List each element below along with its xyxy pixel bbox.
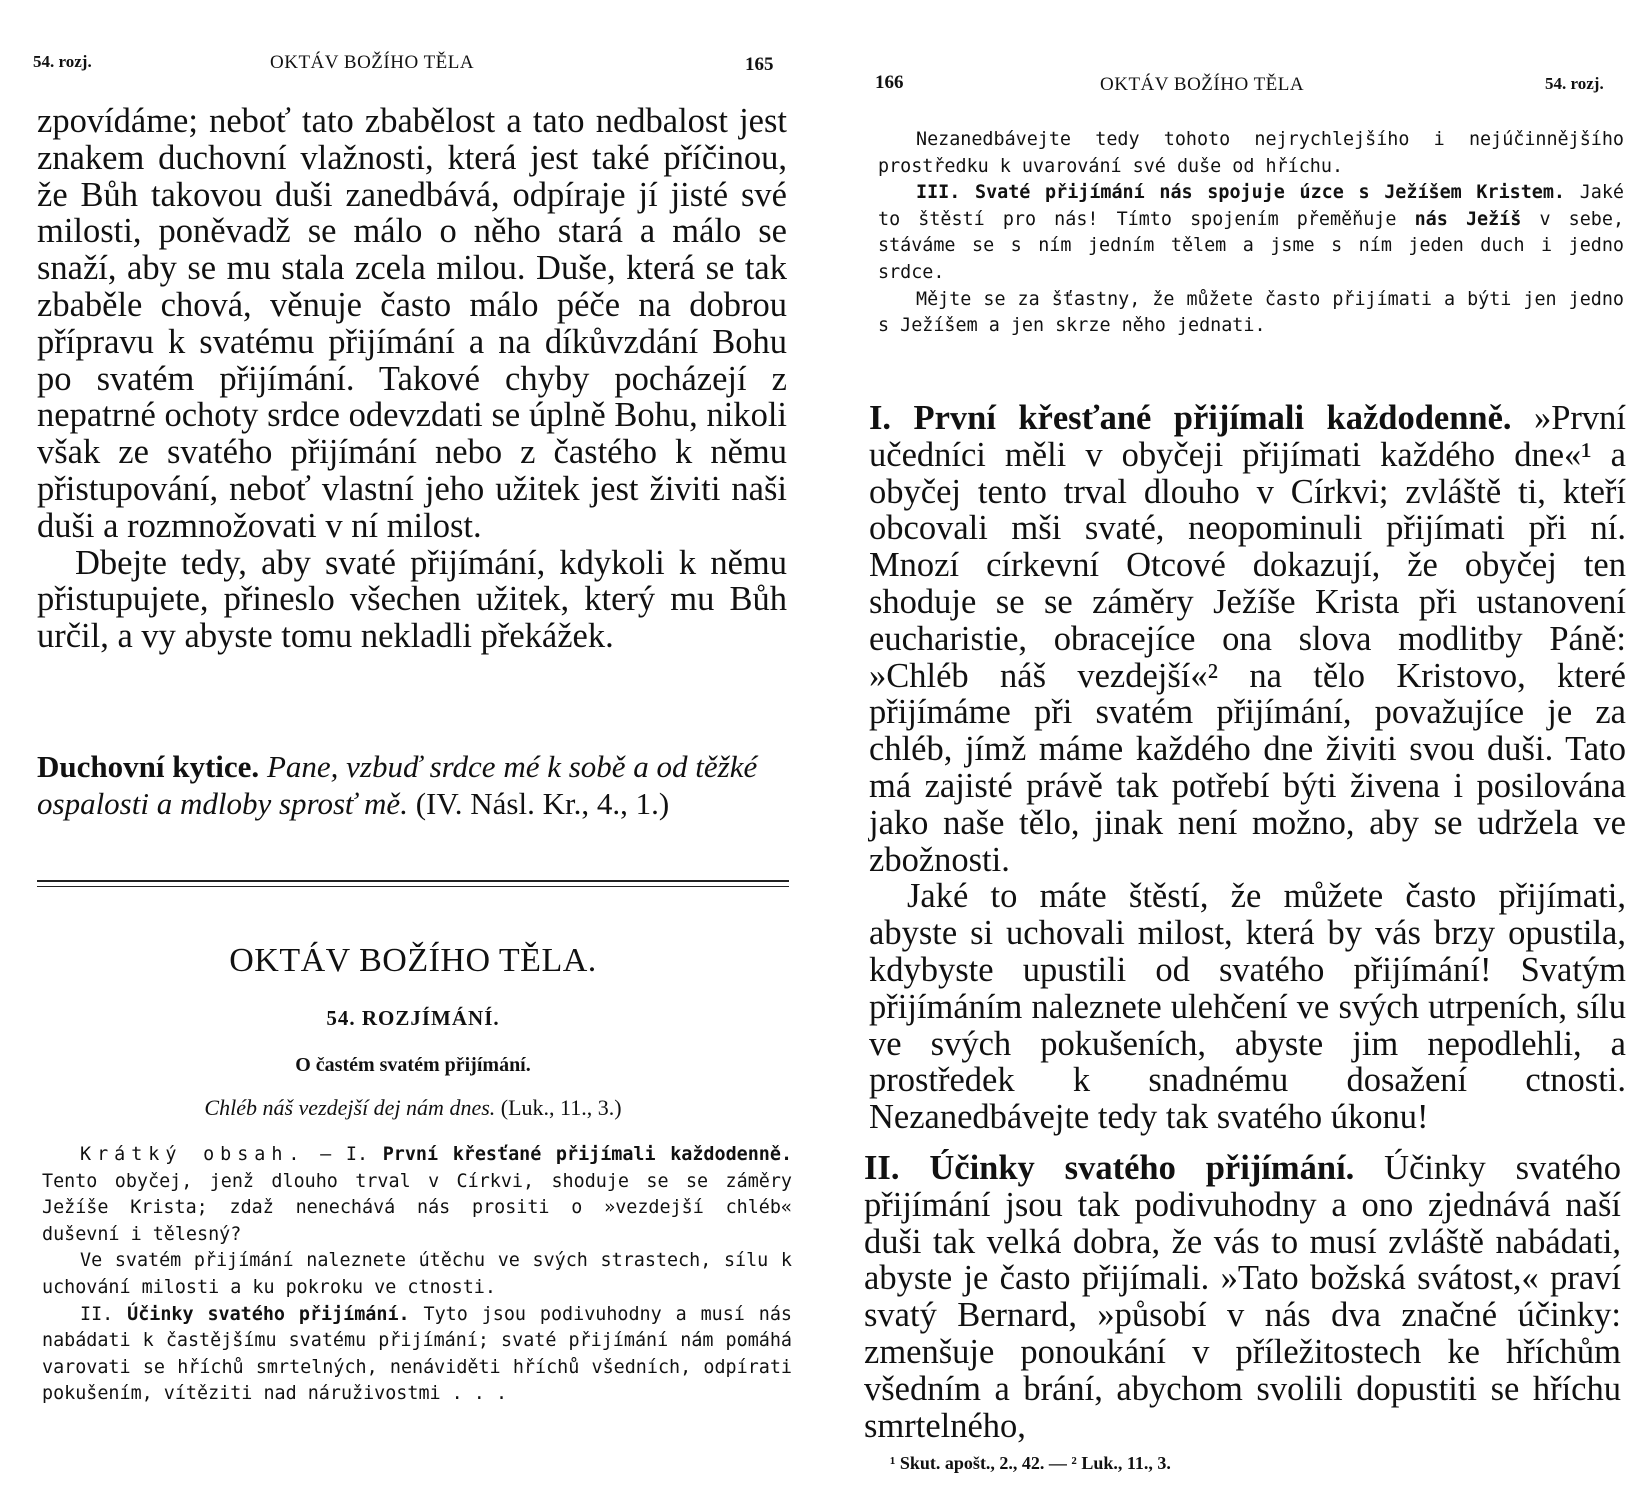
summary-paragraph [42,1302,792,1408]
paragraph [864,1150,1621,1444]
summary-paragraph [878,180,1624,286]
right-section-2 [864,1150,1621,1444]
divider-rule [37,880,789,882]
summary-text: Jaké to štěstí pro nás! Tímto spojením přeměňuje [878,182,1625,230]
summary-label: Krátký obsah. [80,1144,306,1165]
bouquet-label: Duchovní kytice. [37,749,260,784]
page-number: 166 [875,72,904,93]
summary-paragraph: Nezanedbávejte tedy tohoto nejrychlejšího i nejúčinnějšího prostředku k uvarování své duše od hříchu. [878,129,1624,177]
summary-dash: — I. [320,1144,369,1165]
summary-paragraph [42,1142,792,1248]
summary-text: v sebe, stáváme se s ním jedním tělem a jsme s ním jeden duch i jedno srdce. [878,208,1625,283]
paragraph [869,400,1626,878]
left-body-text [37,103,787,655]
right-summary-continuation [878,127,1624,340]
running-head-chapter: 54. rozj. [33,52,92,71]
summary [42,1142,792,1408]
summary-point-number: II. [80,1303,114,1325]
section-heading: II. Účinky svatého přijímání. [864,1149,1355,1187]
paragraph: zpovídáme; neboť tato zbabělost a tato nedbalost jest znakem duchovní vlažnosti, která jest také příčinou, že Bůh takovou duši zanedbává, odpíraje jí jisté své milosti, poněvadž se málo o něho stará a málo se snaží, aby se mu stala zcela milou. Duše, která se tak zbaběle chová, věnuje často málo péče na dobrou přípravu k svatému přijímání a na díkůvzdání Bohu po svatém přijímání. Takové chyby pocházejí z nepatrné ochoty srdce odevzdati se úplně Bohu, nikoli však ze svatého přijímání nebo z častého k němu přistupování, neboť vlastní jeho užitek jest živiti naši duši a rozmnožovati v ní milost. [37,102,787,545]
bouquet-text: Pane, vzbuď srdce mé k sobě a od těžké ospalosti a mdloby sprosť mě. [37,749,758,821]
motto [37,1095,789,1121]
section-heading: I. První křesťané přijímali každodenně. [869,399,1512,437]
summary-point-number: III. [916,182,961,204]
footnote: ¹ Skut. apošt., 2., 42. — ² Luk., 11., 3. [890,1453,1171,1473]
summary-text: Tento obyčej, jenž dlouho trval v Církvi, shoduje se se záměry Ježíše Krista; zdaž nenechává nás prositi o »vezdejší chléb« duševní i tělesný? [42,1170,792,1245]
divider-rule [37,886,789,887]
spiritual-bouquet [37,748,787,822]
paragraph-text: »První učedníci měli v obyčeji přijímati každého dne«¹ a obyčej tento trval dlouho v Církvi; zvláště ti, kteří obcovali mši svaté, neopominuli přijímati při ní. Mnozí církevní Otcové dokazují, že obyčej ten shoduje se se záměry Ježíše Krista při ustanovení eucharistie, obracejíce ona slova modlitby Páně: »Chléb náš vezdejší«² na tělo Kristovo, které přijímáme při svatém přijímání, považujíce je za chléb, jímž máme každého dne živiti svou duši. Tato má zajisté právě tak potřebí býti živena i posilována jako naše tělo, jinak není možno, aby se udržela ve zbožnosti. [869,399,1626,879]
summary-text: Tyto jsou podivuhodny a musí nás nabádati k častějšímu svatému přijímání; svaté přijímání nám pomáhá varovati se hříchů smrtelných, nenáviděti hříchů všedních, odpírati pokušením, vítěziti nad náruživostmi . . . [42,1303,792,1405]
summary-point-bold: Účinky svatého přijímání. [127,1303,410,1325]
running-head-chapter: 54. rozj. [1545,74,1604,93]
right-section-1 [869,400,1626,1136]
paragraph-text: Účinky svatého přijímání jsou tak podivuhodny a ono zjednává naší duši tak velká dobra, že vás to musí zvláště nabádati, abyste je často přijímali. »Tato božská svátost,« praví svatý Bernard, »působí v nás dva značné účinky: zmenšuje ponoukání v příležitostech ke hříchům všedním a brání, abychom svolili dopustiti se hříchu smrtelného, [864,1149,1622,1445]
paragraph: Dbejte tedy, aby svaté přijímání, kdykoli k němu přistupujete, přineslo všechen užitek, který mu Bůh určil, a vy abyste tomu nekladli překážek. [37,543,787,656]
paragraph: Jaké to máte štěstí, že můžete často přijímati, abyste si uchovali milost, která by vás brzy opustila, kdybyste upustili od svatého přijímání! Svatým přijímáním naleznete ulehčení ve svých utrpeních, sílu ve svých pokušeních, abyste jim nepodlehli, a prostředek k snadnému dosažení ctnosti. Nezanedbávejte tedy tak svatého úkonu! [869,877,1626,1137]
meditation-subject: O častém svatém přijímání. [295,1054,531,1076]
section-title: OKTÁV BOŽÍHO TĚLA. [229,942,597,979]
summary-bold-fragment: nás Ježíš [1414,208,1522,230]
running-head-title: OKTÁV BOŽÍHO TĚLA [1100,74,1305,95]
bouquet-ref: (IV. Násl. Kr., 4., 1.) [415,786,670,821]
summary-point-bold: Svaté přijímání nás spojuje úzce s Ježíšem Kristem. [975,182,1566,204]
page-number: 165 [745,54,774,75]
summary-point-bold: První křesťané přijímali každodenně. [382,1144,793,1165]
motto-ref: (Luk., 11., 3.) [500,1095,622,1120]
running-head-title: OKTÁV BOŽÍHO TĚLA [270,52,475,73]
summary-paragraph: Ve svatém přijímání naleznete útěchu ve svých strastech, sílu k uchování milosti a ku pokroku ve ctnosti. [42,1250,792,1298]
motto-text: Chléb náš vezdejší dej nám dnes. [204,1095,496,1120]
meditation-number: 54. ROZJÍMÁNÍ. [326,1006,500,1030]
summary-paragraph: Mějte se za šťastny, že můžete často přijímati a býti jen jedno s Ježíšem a jen skrze něho jednati. [878,288,1624,337]
